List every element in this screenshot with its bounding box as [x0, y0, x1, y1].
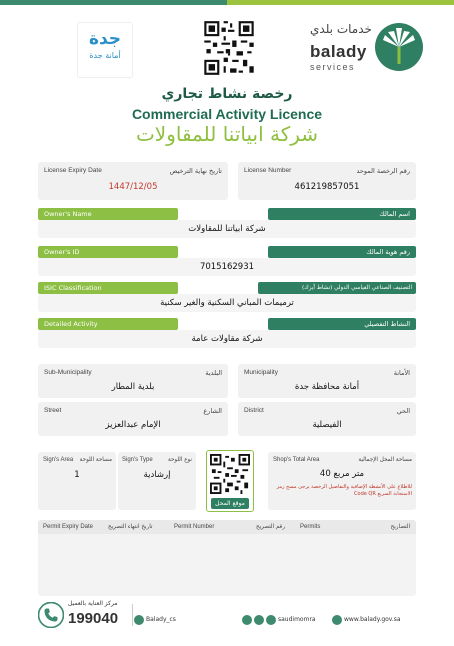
- shop-area-box: [268, 452, 416, 510]
- title-english: Commercial Activity Licence: [131, 106, 323, 122]
- isic-label-en: ISIC Classification: [44, 284, 102, 292]
- qr-code-icon: [210, 454, 250, 494]
- sign-type-label-ar: نوع اللوحة: [167, 457, 192, 463]
- youtube-icon[interactable]: [266, 615, 276, 625]
- street-label-ar: الشارع: [203, 407, 222, 415]
- permits-header-row: [38, 520, 416, 534]
- sign-area-label-ar: مساحة اللوحة: [79, 457, 112, 463]
- owner-name-band-en: [38, 208, 178, 220]
- sub-municipality-box: [38, 364, 228, 398]
- isic-label-ar: التصنيف الصناعي القياسي الدولي (نشاط آيزك): [301, 285, 412, 291]
- license-number-value: 461219857051: [294, 182, 360, 192]
- owner-name-band-ar: [268, 208, 416, 220]
- isic-band-ar: [258, 282, 416, 294]
- license-number-label-ar: رقم الرخصة الموحد: [356, 167, 410, 175]
- owner-id-band-en: [38, 246, 178, 258]
- owner-name-label-en: Owner's Name: [44, 210, 92, 218]
- customer-care-number[interactable]: 199040: [68, 610, 119, 627]
- customer-care-label: مركز العناية بالعميل: [68, 600, 118, 607]
- permit-number-label-en: Permit Number: [174, 524, 215, 530]
- isic-band-en: [38, 282, 178, 294]
- owner-id-band-ar: [268, 246, 416, 258]
- qr-code-icon[interactable]: [202, 19, 256, 77]
- owner-id-label-ar: رقم هوية المالك: [366, 248, 410, 256]
- jeddah-logo-mark: جدة: [88, 29, 122, 49]
- balady-logo: [306, 20, 426, 76]
- footer-divider: [132, 604, 133, 626]
- detail-label-en: Detailed Activity: [44, 320, 98, 328]
- detail-band-en: [38, 318, 178, 330]
- owner-name-value: شركة ابياتنا للمقاولات: [188, 224, 266, 234]
- sub-muni-label-en: Sub-Municipality: [44, 369, 92, 376]
- sub-muni-value: بلدية المطار: [111, 382, 155, 392]
- jeddah-municipality-logo: [77, 22, 133, 78]
- permits-label-ar: التصاريح: [390, 524, 410, 530]
- jeddah-logo-text: أمانة جدة: [89, 51, 121, 60]
- detail-label-ar: النشاط التفصيلي: [364, 320, 410, 328]
- district-label-ar: الحي: [396, 407, 410, 415]
- instagram-icon[interactable]: [242, 615, 252, 625]
- facebook-icon[interactable]: [254, 615, 264, 625]
- sub-muni-label-ar: البلدية: [205, 369, 222, 377]
- balady-logo-arabic: خدمات بلدي: [310, 22, 372, 36]
- globe-icon[interactable]: [332, 615, 342, 625]
- company-name-title: شركة ابياتنا للمقاولات: [135, 122, 319, 146]
- owner-id-field: [38, 258, 416, 276]
- district-box: [238, 402, 416, 436]
- municipality-box: [238, 364, 416, 398]
- detail-band-ar: [268, 318, 416, 330]
- district-label-en: District: [244, 407, 264, 414]
- street-box: [38, 402, 228, 436]
- sign-type-value: إرشادية: [143, 470, 171, 480]
- isic-value: ترميمات المباني السكنية والغير سكنية: [160, 298, 294, 308]
- website-link[interactable]: www.balady.gov.sa: [344, 616, 401, 623]
- palm-emblem-icon: [374, 22, 424, 72]
- shop-area-label-ar: مساحة المحل الإجمالية: [358, 457, 412, 463]
- shop-area-label-en: Shop's Total Area: [273, 457, 320, 463]
- permit-expiry-label-en: Permit Expiry Date: [43, 524, 94, 530]
- permit-expiry-label-ar: تاريخ انتهاء التصريح: [108, 524, 153, 530]
- license-expiry-box: [38, 162, 228, 200]
- detail-value: شركة مقاولات عامة: [191, 334, 263, 344]
- shop-location-qr[interactable]: [206, 450, 254, 512]
- muni-label-ar: الأمانة: [393, 369, 410, 377]
- permits-table: [38, 520, 416, 596]
- detail-field: [38, 330, 416, 348]
- footer: [38, 598, 418, 632]
- twitter-icon[interactable]: [134, 615, 144, 625]
- permits-label-en: Permits: [300, 524, 321, 530]
- street-value: الإمام عبدالعزيز: [105, 420, 161, 430]
- owner-name-label-ar: اسم المالك: [379, 210, 410, 218]
- muni-value: أمانة محافظة جدة: [294, 382, 360, 392]
- qr-note: للاطلاع على الأنشطة الإضافية والتفاصيل الرخصة يرجى مسح رمز الاستجابة السريع Code QR: [276, 484, 412, 497]
- isic-field: [38, 294, 416, 312]
- license-number-box: [238, 162, 416, 200]
- sign-type-box: [118, 452, 196, 510]
- muni-label-en: Municipality: [244, 369, 278, 376]
- street-label-en: Street: [44, 407, 62, 414]
- sign-area-box: [38, 452, 116, 510]
- owner-name-field: [38, 220, 416, 238]
- qr-caption: موقع المحل: [211, 498, 249, 509]
- owner-id-label-en: Owner's ID: [44, 248, 80, 256]
- social-handle[interactable]: saudimomra: [278, 616, 316, 623]
- title-arabic: رخصة نشاط تجاري: [161, 86, 293, 102]
- phone-icon: [38, 602, 64, 628]
- license-expiry-label-ar: تاريخ نهاية الترخيص: [169, 167, 222, 175]
- owner-id-value: 7015162931: [199, 262, 255, 272]
- sign-type-label-en: Sign's Type: [122, 457, 153, 463]
- twitter-handle[interactable]: Balady_cs: [146, 616, 176, 623]
- sign-area-value: 1: [74, 470, 80, 480]
- license-expiry-label-en: License Expiry Date: [44, 167, 102, 174]
- license-number-label-en: License Number: [244, 167, 292, 174]
- balady-logo-english: balady: [310, 42, 367, 61]
- sign-area-label-en: Sign's Area: [43, 457, 74, 463]
- balady-logo-services: services: [310, 62, 356, 72]
- top-accent-bar: [0, 0, 454, 5]
- shop-area-value: 40 متر مربع: [319, 469, 365, 479]
- permit-number-label-ar: رقم التصريح: [256, 524, 285, 530]
- district-value: الفيصلية: [312, 420, 342, 430]
- license-expiry-value: 1447/12/05: [108, 182, 158, 192]
